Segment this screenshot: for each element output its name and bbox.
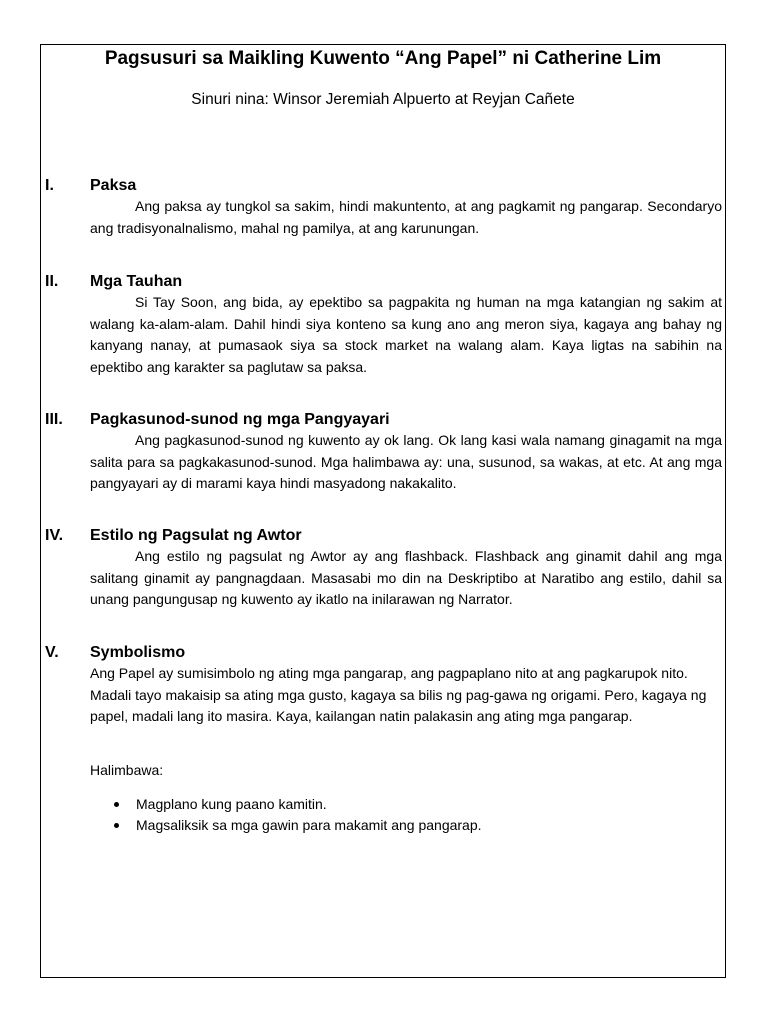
section-number: IV. bbox=[45, 527, 64, 544]
section-body: Ang Papel ay sumisimbolo ng ating mga pangarap, ang pagpaplano nito at ang pagkarupok nito. Madali tayo makaisip sa ating mga gusto, kagaya sa bilis ng pag-gawa ng origami. Pero, kagaya ng papel, madali lang ito masira. Kaya, kailangan natin palakasin ang ating mga pangarap. bbox=[90, 665, 707, 724]
examples-label: Halimbawa: bbox=[90, 762, 164, 778]
list-item-text: Magplano kung paano kamitin. bbox=[136, 796, 327, 812]
section-number: II. bbox=[45, 273, 59, 290]
page-border bbox=[40, 44, 726, 978]
document-subtitle: Sinuri nina: Winsor Jeremiah Alpuerto at Reyjan Cañete bbox=[191, 91, 575, 108]
section-number: III. bbox=[45, 411, 63, 428]
bullet-icon bbox=[114, 802, 119, 807]
bullet-icon bbox=[114, 823, 119, 828]
section-heading: Paksa bbox=[90, 177, 137, 194]
list-item bbox=[90, 815, 482, 836]
section-body: Si Tay Soon, ang bida, ay epektibo sa pagpakita ng human na mga katangian ng sakim at walang ka-alam-alam. Dahil hindi siya konteno sa kung ano ang meron siya, kagaya ang bahay ng kanyang nanay, at pumasaok siya sa stock market na walang alam. Kaya ligtas na sabihin na epektibo ang karakter sa paglutaw sa paksa. bbox=[90, 294, 722, 375]
section-heading: Symbolismo bbox=[90, 644, 186, 661]
section-number: I. bbox=[45, 177, 54, 194]
document-title: Pagsusuri sa Maikling Kuwento “Ang Papel” ni Catherine Lim bbox=[104, 48, 662, 69]
section-number: V. bbox=[45, 644, 59, 661]
list-item bbox=[90, 794, 482, 815]
section-body: Ang paksa ay tungkol sa sakim, hindi makuntento, at ang pagkamit ng pangarap. Secondaryo ang tradisyonalnalismo, mahal ng pamilya, at ang karunungan. bbox=[90, 198, 722, 236]
section-heading: Estilo ng Pagsulat ng Awtor bbox=[90, 527, 302, 544]
section-heading: Mga Tauhan bbox=[90, 273, 183, 290]
list-item-text: Magsaliksik sa mga gawin para makamit ang pangarap. bbox=[136, 817, 482, 833]
examples-list bbox=[90, 794, 482, 836]
section-body: Ang estilo ng pagsulat ng Awtor ay ang flashback. Flashback ang ginamit dahil ang mga salitang ginamit ay pangnagdaan. Masasabi mo din na Deskriptibo at Naratibo ang estilo, dahil sa unang pangungusap ng kuwento ay ikatlo na inilarawan ng Narrator. bbox=[90, 548, 722, 607]
section-body: Ang pagkasunod-sunod ng kuwento ay ok lang. Ok lang kasi wala namang ginagamit na mga salita para sa pagkakasunod-sunod. Mga halimbawa ay: una, susunod, sa wakas, at etc. At ang mga pangyayari ay di marami kaya hindi masyadong nakakalito. bbox=[90, 432, 722, 491]
section-heading: Pagkasunod-sunod ng mga Pangyayari bbox=[90, 411, 390, 428]
